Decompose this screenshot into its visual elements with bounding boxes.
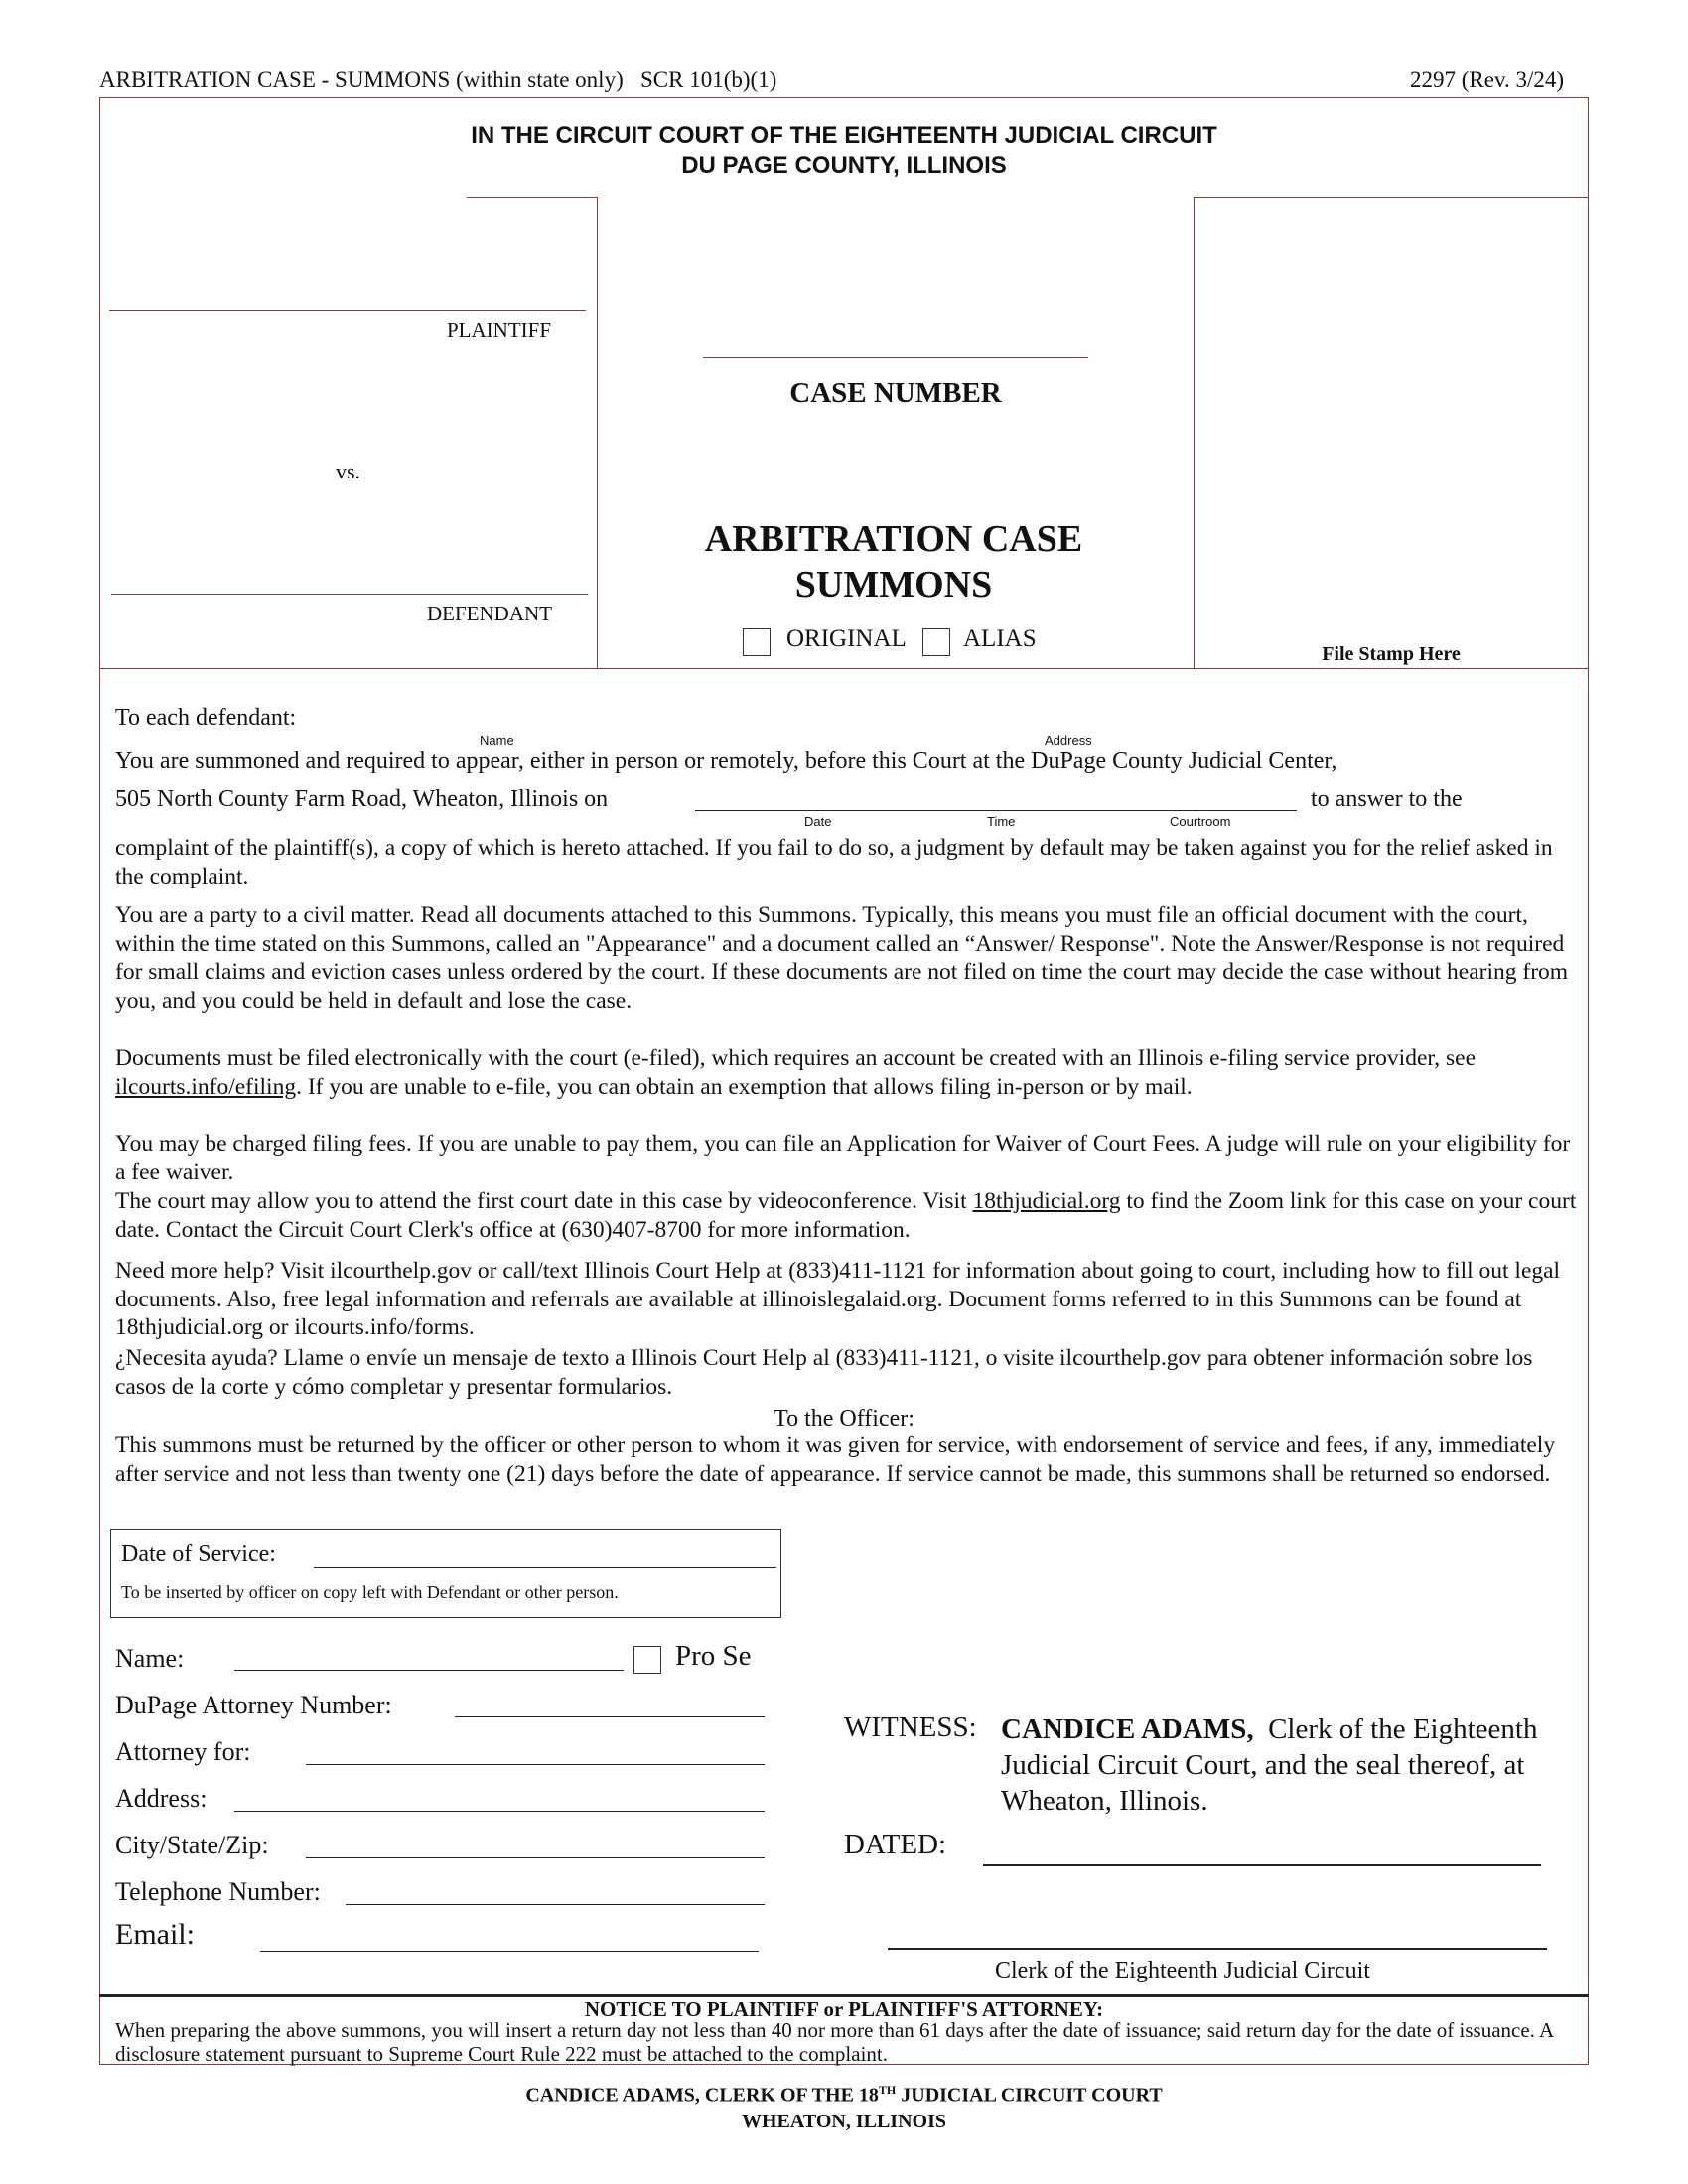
fees-paragraph: You may be charged filing fees. If you are unable to pay them, you can file an Application for Waiver of Court Fees. A judge will rule on your eligibility for a fee waiver. (115, 1131, 1571, 1185)
service-note: To be inserted by officer on copy left with Defendant or other person. (121, 1582, 619, 1602)
name-hint: Name (480, 733, 514, 748)
judicial-link[interactable]: 18thjudicial.org (972, 1188, 1121, 1214)
address-line[interactable] (234, 1811, 765, 1812)
attorney-number-label: DuPage Attorney Number: (115, 1691, 392, 1719)
attorney-number-line[interactable] (455, 1716, 765, 1717)
case-number-line[interactable] (703, 357, 1088, 358)
notice-heading: NOTICE TO PLAINTIFF or PLAINTIFF'S ATTORNEY: (584, 1997, 1104, 2021)
service-date-label: Date of Service: (121, 1541, 276, 1567)
city-state-zip-label: City/State/Zip: (115, 1831, 269, 1859)
footer-line1: CANDICE ADAMS, CLERK OF THE 18TH JUDICIAL CIRCUIT COURT (525, 2083, 1163, 2107)
help-paragraph: Need more help? Visit ilcourthelp.gov or call/text Illinois Court Help at (833)411-1121 for information about going to court, including how to fill out legal documents. Also, free legal information and referrals are available at illinoislegalaid.org. Document forms referred to in this Summons can be found at 18thjudicial.org or ilcourts.info/forms. (115, 1258, 1561, 1340)
clerk-signature-line[interactable] (888, 1948, 1547, 1950)
clerk-signature-label: Clerk of the Eighteenth Judicial Circuit (995, 1958, 1370, 1983)
witness-label: WITNESS: (844, 1711, 977, 1743)
dated-label: DATED: (844, 1829, 947, 1860)
attorney-for-label: Attorney for: (115, 1737, 251, 1766)
pro-se-checkbox[interactable] (633, 1646, 661, 1674)
summoned-continuation: complaint of the plaintiff(s), a copy of which is hereto attached. If you fail to do so, a judgment by default may be taken against you for the relief asked in the complaint. (115, 835, 1553, 889)
officer-paragraph: This summons must be returned by the officer or other person to whom it was given for service, with endorsement of service and fees, if any, immediately after service and not less than twenty one (21) days before the date of appearance. If service cannot be made, this summons shall be returned so endorsed. (115, 1433, 1556, 1487)
city-state-zip-line[interactable] (306, 1857, 765, 1858)
efiling-link[interactable]: ilcourts.info/efiling (115, 1073, 297, 1100)
plaintiff-label: PLAINTIFF (447, 318, 552, 341)
appearance-date-line[interactable] (695, 810, 1297, 811)
alias-checkbox[interactable] (922, 628, 950, 656)
pro-se-label: Pro Se (675, 1640, 752, 1672)
spanish-help-paragraph: ¿Necesita ayuda? Llame o envíe un mensaje de texto a Illinois Court Help al (833)411-1121, o visite ilcourthelp.gov para obtener información sobre los casos de la corte y cómo completar y presentar formularios. (115, 1345, 1533, 1400)
court-heading: IN THE CIRCUIT COURT OF THE EIGHTEENTH JUDICIAL CIRCUIT DU PAGE COUNTY, ILLINOIS (471, 122, 1217, 179)
summoned-line2-start: 505 North County Farm Road, Wheaton, Illinois on (115, 786, 609, 812)
party-paragraph: You are a party to a civil matter. Read all documents attached to this Summons. Typically, this means you must file an official document with the court, within the time stated on this Summons, called an "Appearance" and a document called an “Answer/ Response". Note the Answer/Response is not required for small claims and eviction cases unless ordered by the court. If these documents are not filed on time the court may decide the case without hearing from you, and you could be held in default and lose the case. (115, 902, 1569, 1014)
telephone-label: Telephone Number: (115, 1877, 321, 1906)
form-number: 2297 (Rev. 3/24) (1410, 68, 1565, 92)
file-stamp-label: File Stamp Here (1322, 643, 1461, 665)
courtroom-hint: Courtroom (1170, 814, 1231, 829)
alias-label: ALIAS (963, 625, 1037, 652)
dated-line[interactable] (983, 1864, 1541, 1866)
name-label: Name: (115, 1644, 185, 1673)
original-checkbox[interactable] (743, 628, 771, 656)
name-line[interactable] (234, 1670, 624, 1671)
original-label: ORIGINAL (786, 625, 907, 652)
address-label: Address: (115, 1784, 208, 1813)
defendant-label: DEFENDANT (427, 602, 552, 625)
form-title: ARBITRATION CASE - SUMMONS (within state only) SCR 101(b)(1) (99, 68, 777, 92)
notice-text: When preparing the above summons, you will insert a return day not less than 40 nor more than 61 days after the date of issuance; said return day for the date of issuance. A disclosure statement pursuant to Supreme Court Rule 222 must be attached to the complaint. (115, 2018, 1554, 2066)
summoned-line2-end: to answer to the (1311, 786, 1463, 812)
officer-heading: To the Officer: (774, 1406, 914, 1432)
date-hint: Date (804, 814, 832, 829)
email-line[interactable] (260, 1951, 759, 1952)
time-hint: Time (987, 814, 1016, 829)
file-stamp-box (1194, 197, 1589, 669)
email-label: Email: (115, 1918, 195, 1951)
summoned-line1: You are summoned and required to appear, either in person or remotely, before this Court at the DuPage County Judicial Center, (115, 749, 1337, 774)
service-date-line[interactable] (314, 1567, 776, 1568)
witness-text: CANDICE ADAMS, Clerk of the Eighteenth Judicial Circuit Court, and the seal thereof, at Wheaton, Illinois. (1001, 1713, 1538, 1817)
plaintiff-line[interactable] (109, 310, 586, 311)
telephone-line[interactable] (346, 1904, 765, 1905)
case-number-label: CASE NUMBER (789, 377, 1002, 409)
videoconference-paragraph: The court may allow you to attend the first court date in this case by videoconference. Visit 18thjudicial.org to find the Zoom link for this case on your court date. Contact the Circuit Court Clerk's office at (630)407-8700 for more information. (115, 1188, 1577, 1243)
attorney-for-line[interactable] (306, 1764, 765, 1765)
vs-label: vs. (336, 459, 361, 483)
summons-title: ARBITRATION CASE SUMMONS (704, 518, 1083, 606)
to-defendant: To each defendant: (115, 705, 297, 731)
address-hint: Address (1045, 733, 1092, 748)
efile-paragraph: Documents must be filed electronically with the court (e-filed), which requires an account be created with an Illinois e-filing service provider, see ilcourts.info/efiling. If you are unable to e-file, you can obtain an exemption that allows filing in-person or by mail. (115, 1045, 1477, 1100)
defendant-line[interactable] (111, 594, 588, 595)
caption-bracket (467, 197, 598, 669)
footer-line2: WHEATON, ILLINOIS (742, 2111, 946, 2132)
